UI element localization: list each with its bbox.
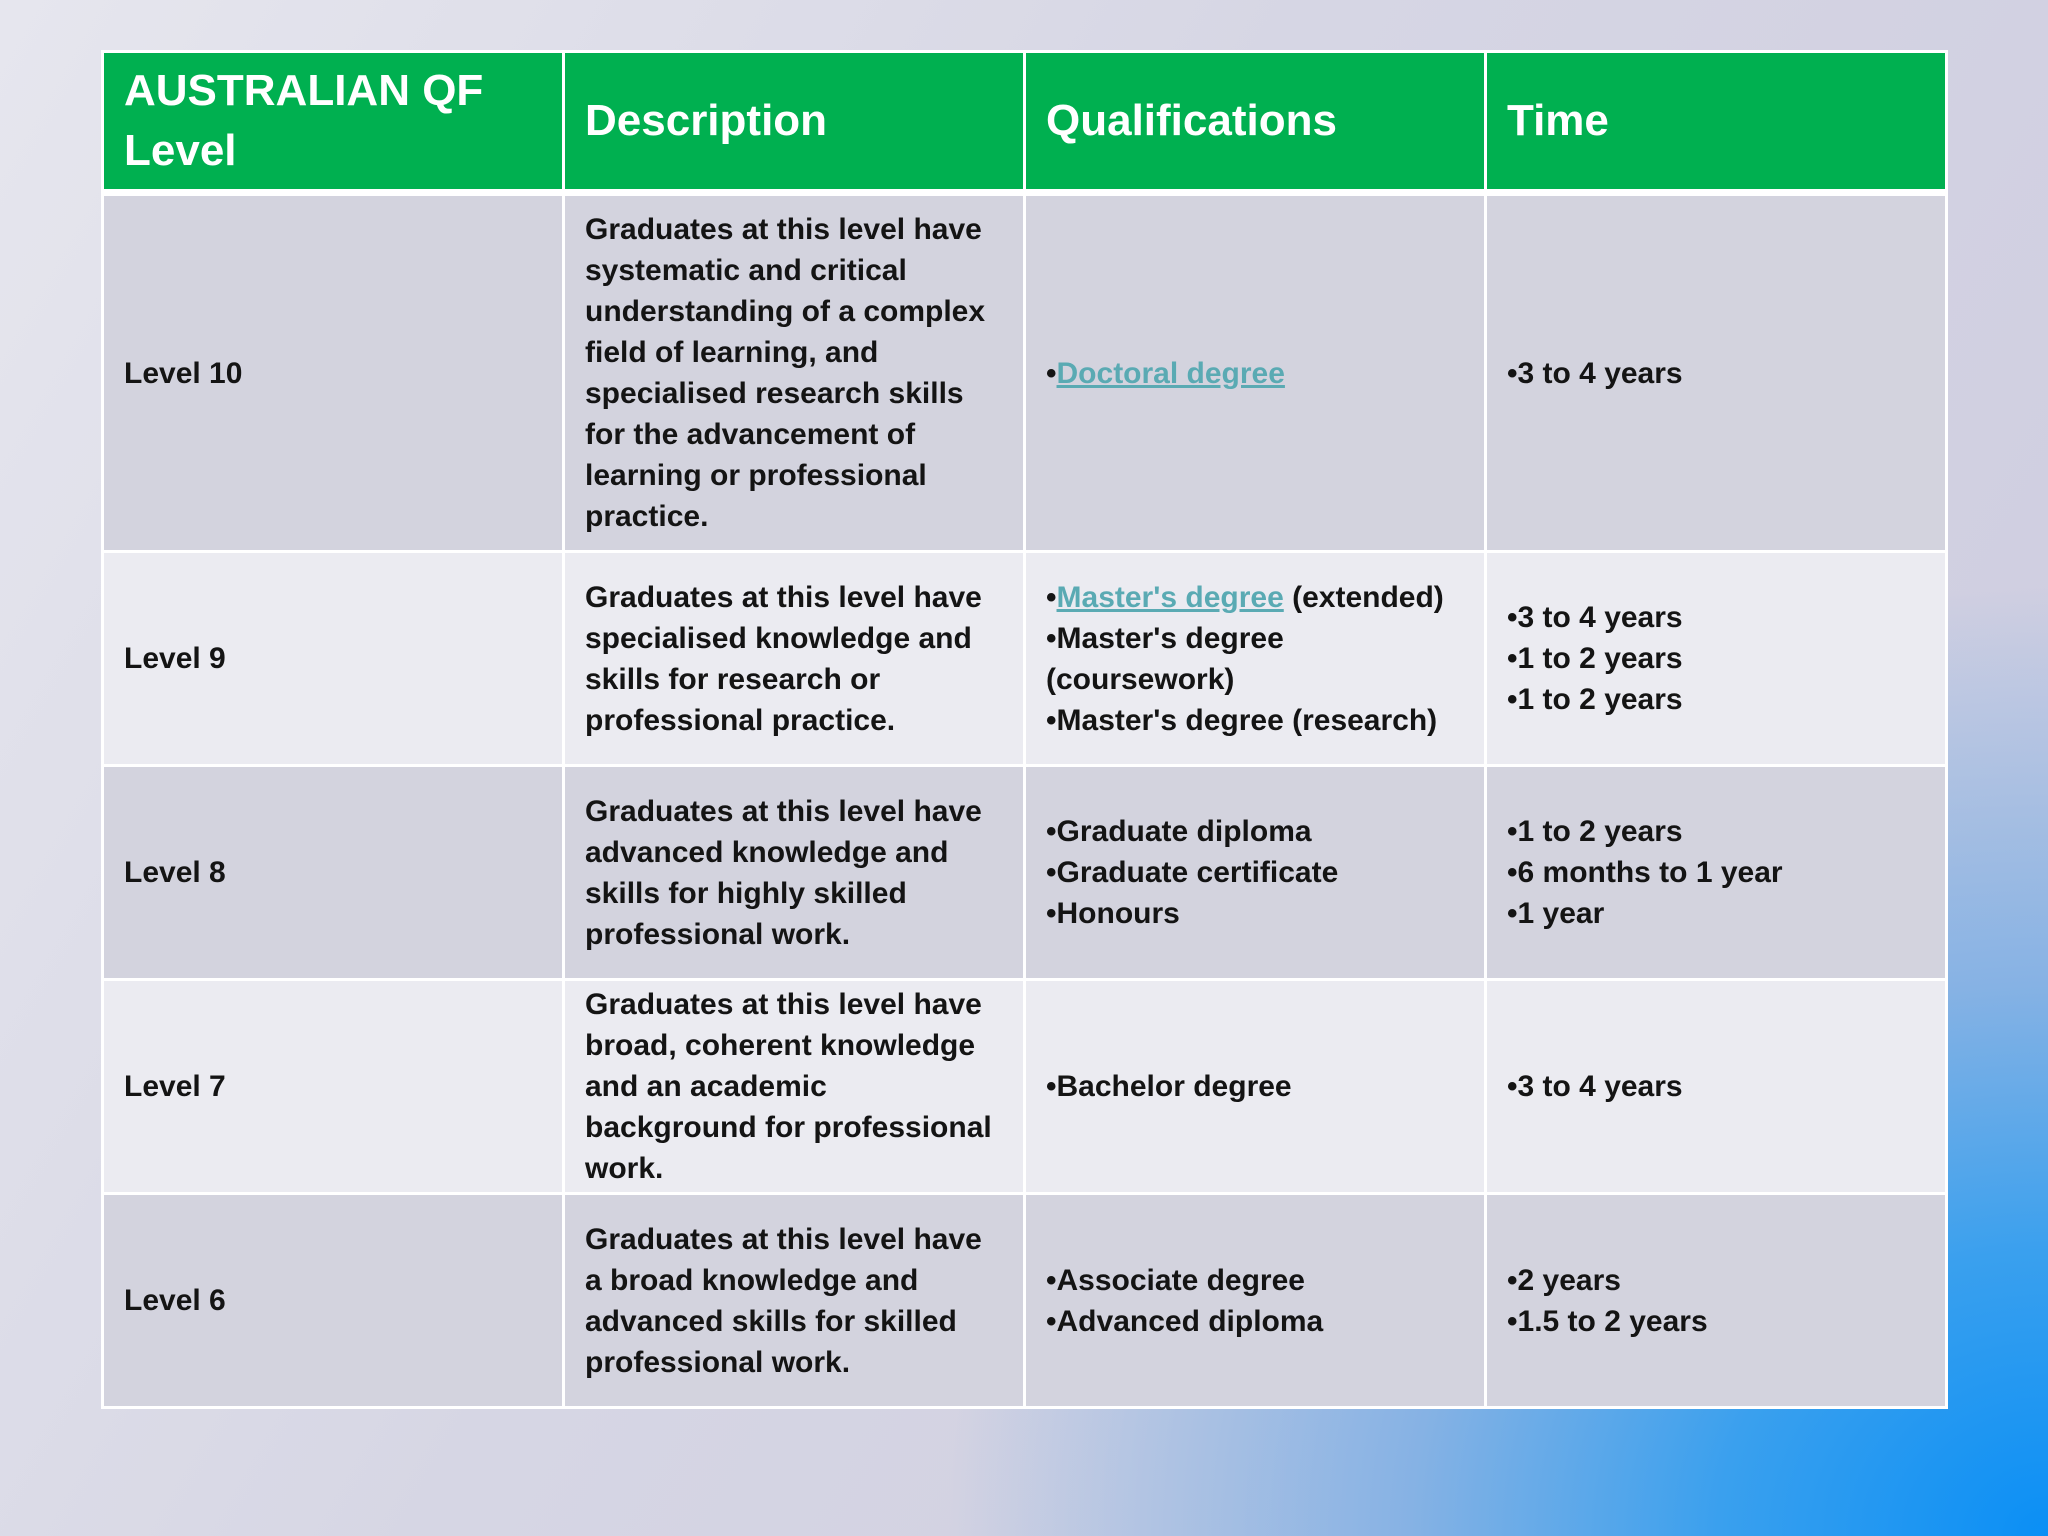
time-item: •3 to 4 years (1507, 1070, 1683, 1103)
cell-qualifications (1025, 1194, 1486, 1408)
qualification-item (1046, 811, 1466, 852)
time-item: •1.5 to 2 years (1507, 1304, 1708, 1338)
time-item: •3 to 4 years (1507, 601, 1683, 634)
cell-time (1486, 193, 1947, 552)
bullet: • (1046, 1070, 1057, 1103)
qualification-text: (extended) (1283, 580, 1444, 614)
table-row (103, 766, 1947, 980)
cell-qualifications (1025, 193, 1486, 552)
qualification-text: Honours (1056, 897, 1180, 930)
qualification-text: Graduate diploma (1056, 815, 1312, 848)
bullet: • (1046, 356, 1057, 390)
time-item: •6 months to 1 year (1507, 856, 1783, 889)
cell-time (1486, 1194, 1947, 1408)
cell-qualifications (1025, 552, 1486, 766)
bullet: • (1046, 621, 1057, 655)
cell-level: Level 8 (103, 766, 564, 980)
time-item: •1 year (1507, 897, 1605, 930)
cell-description: Graduates at this level have advanced knowledge and skills for highly skilled professional work. (564, 766, 1025, 980)
time-item: •1 to 2 years (1507, 815, 1683, 848)
bullet: • (1046, 856, 1057, 889)
aqf-levels-table (101, 50, 1948, 1409)
cell-description: Graduates at this level have a broad knowledge and advanced skills for skilled professional work. (564, 1194, 1025, 1408)
cell-time (1486, 766, 1947, 980)
bullet: • (1046, 1304, 1057, 1338)
qualification-item (1046, 577, 1466, 618)
cell-time (1486, 552, 1947, 766)
bullet: • (1046, 897, 1057, 930)
bullet: • (1046, 580, 1057, 614)
qualification-item (1046, 893, 1466, 934)
bullet: • (1046, 703, 1057, 737)
table-row (103, 193, 1947, 552)
cell-description: Graduates at this level have specialised knowledge and skills for research or professional practice. (564, 552, 1025, 766)
cell-level: Level 10 (103, 193, 564, 552)
qualification-item (1046, 1066, 1466, 1107)
time-item: •1 to 2 years (1507, 642, 1683, 675)
qualification-text: Bachelor degree (1056, 1070, 1292, 1103)
cell-description: Graduates at this level have systematic and critical understanding of a complex field of learning, and specialised research skills for the advancement of learning or professional practice. (564, 193, 1025, 552)
table-row (103, 552, 1947, 766)
bullet: • (1046, 1263, 1057, 1297)
table-header-row (103, 52, 1947, 193)
header-time: Time (1486, 52, 1947, 193)
qualification-text: Master's degree (coursework) (1046, 621, 1284, 696)
qualification-text: Associate degree (1056, 1263, 1305, 1297)
cell-qualifications (1025, 766, 1486, 980)
cell-level: Level 7 (103, 980, 564, 1194)
qualification-item (1046, 700, 1466, 741)
qualification-item (1046, 1301, 1466, 1342)
header-qualifications: Qualifications (1025, 52, 1486, 193)
bullet: • (1046, 815, 1057, 848)
cell-level: Level 6 (103, 1194, 564, 1408)
qualification-item (1046, 618, 1466, 700)
masters-degree-link[interactable]: Master's degree (1056, 580, 1284, 614)
cell-time (1486, 980, 1947, 1194)
qualification-item (1046, 852, 1466, 893)
qualification-text: Advanced diploma (1056, 1304, 1324, 1338)
table-row (103, 980, 1947, 1194)
time-item: •1 to 2 years (1507, 683, 1683, 716)
cell-description: Graduates at this level have broad, coherent knowledge and an academic background for professional work. (564, 980, 1025, 1194)
qualification-text: Graduate certificate (1056, 856, 1339, 889)
doctoral-degree-link[interactable]: Doctoral degree (1056, 356, 1285, 390)
qualification-text: Master's degree (research) (1056, 703, 1438, 737)
cell-qualifications (1025, 980, 1486, 1194)
header-description: Description (564, 52, 1025, 193)
slide (101, 50, 1946, 1409)
time-item: •3 to 4 years (1507, 356, 1683, 390)
table-row (103, 1194, 1947, 1408)
cell-level: Level 9 (103, 552, 564, 766)
qualification-item (1046, 353, 1466, 394)
time-item: •2 years (1507, 1263, 1621, 1297)
qualification-item (1046, 1260, 1466, 1301)
header-level: AUSTRALIAN QF Level (103, 52, 564, 193)
